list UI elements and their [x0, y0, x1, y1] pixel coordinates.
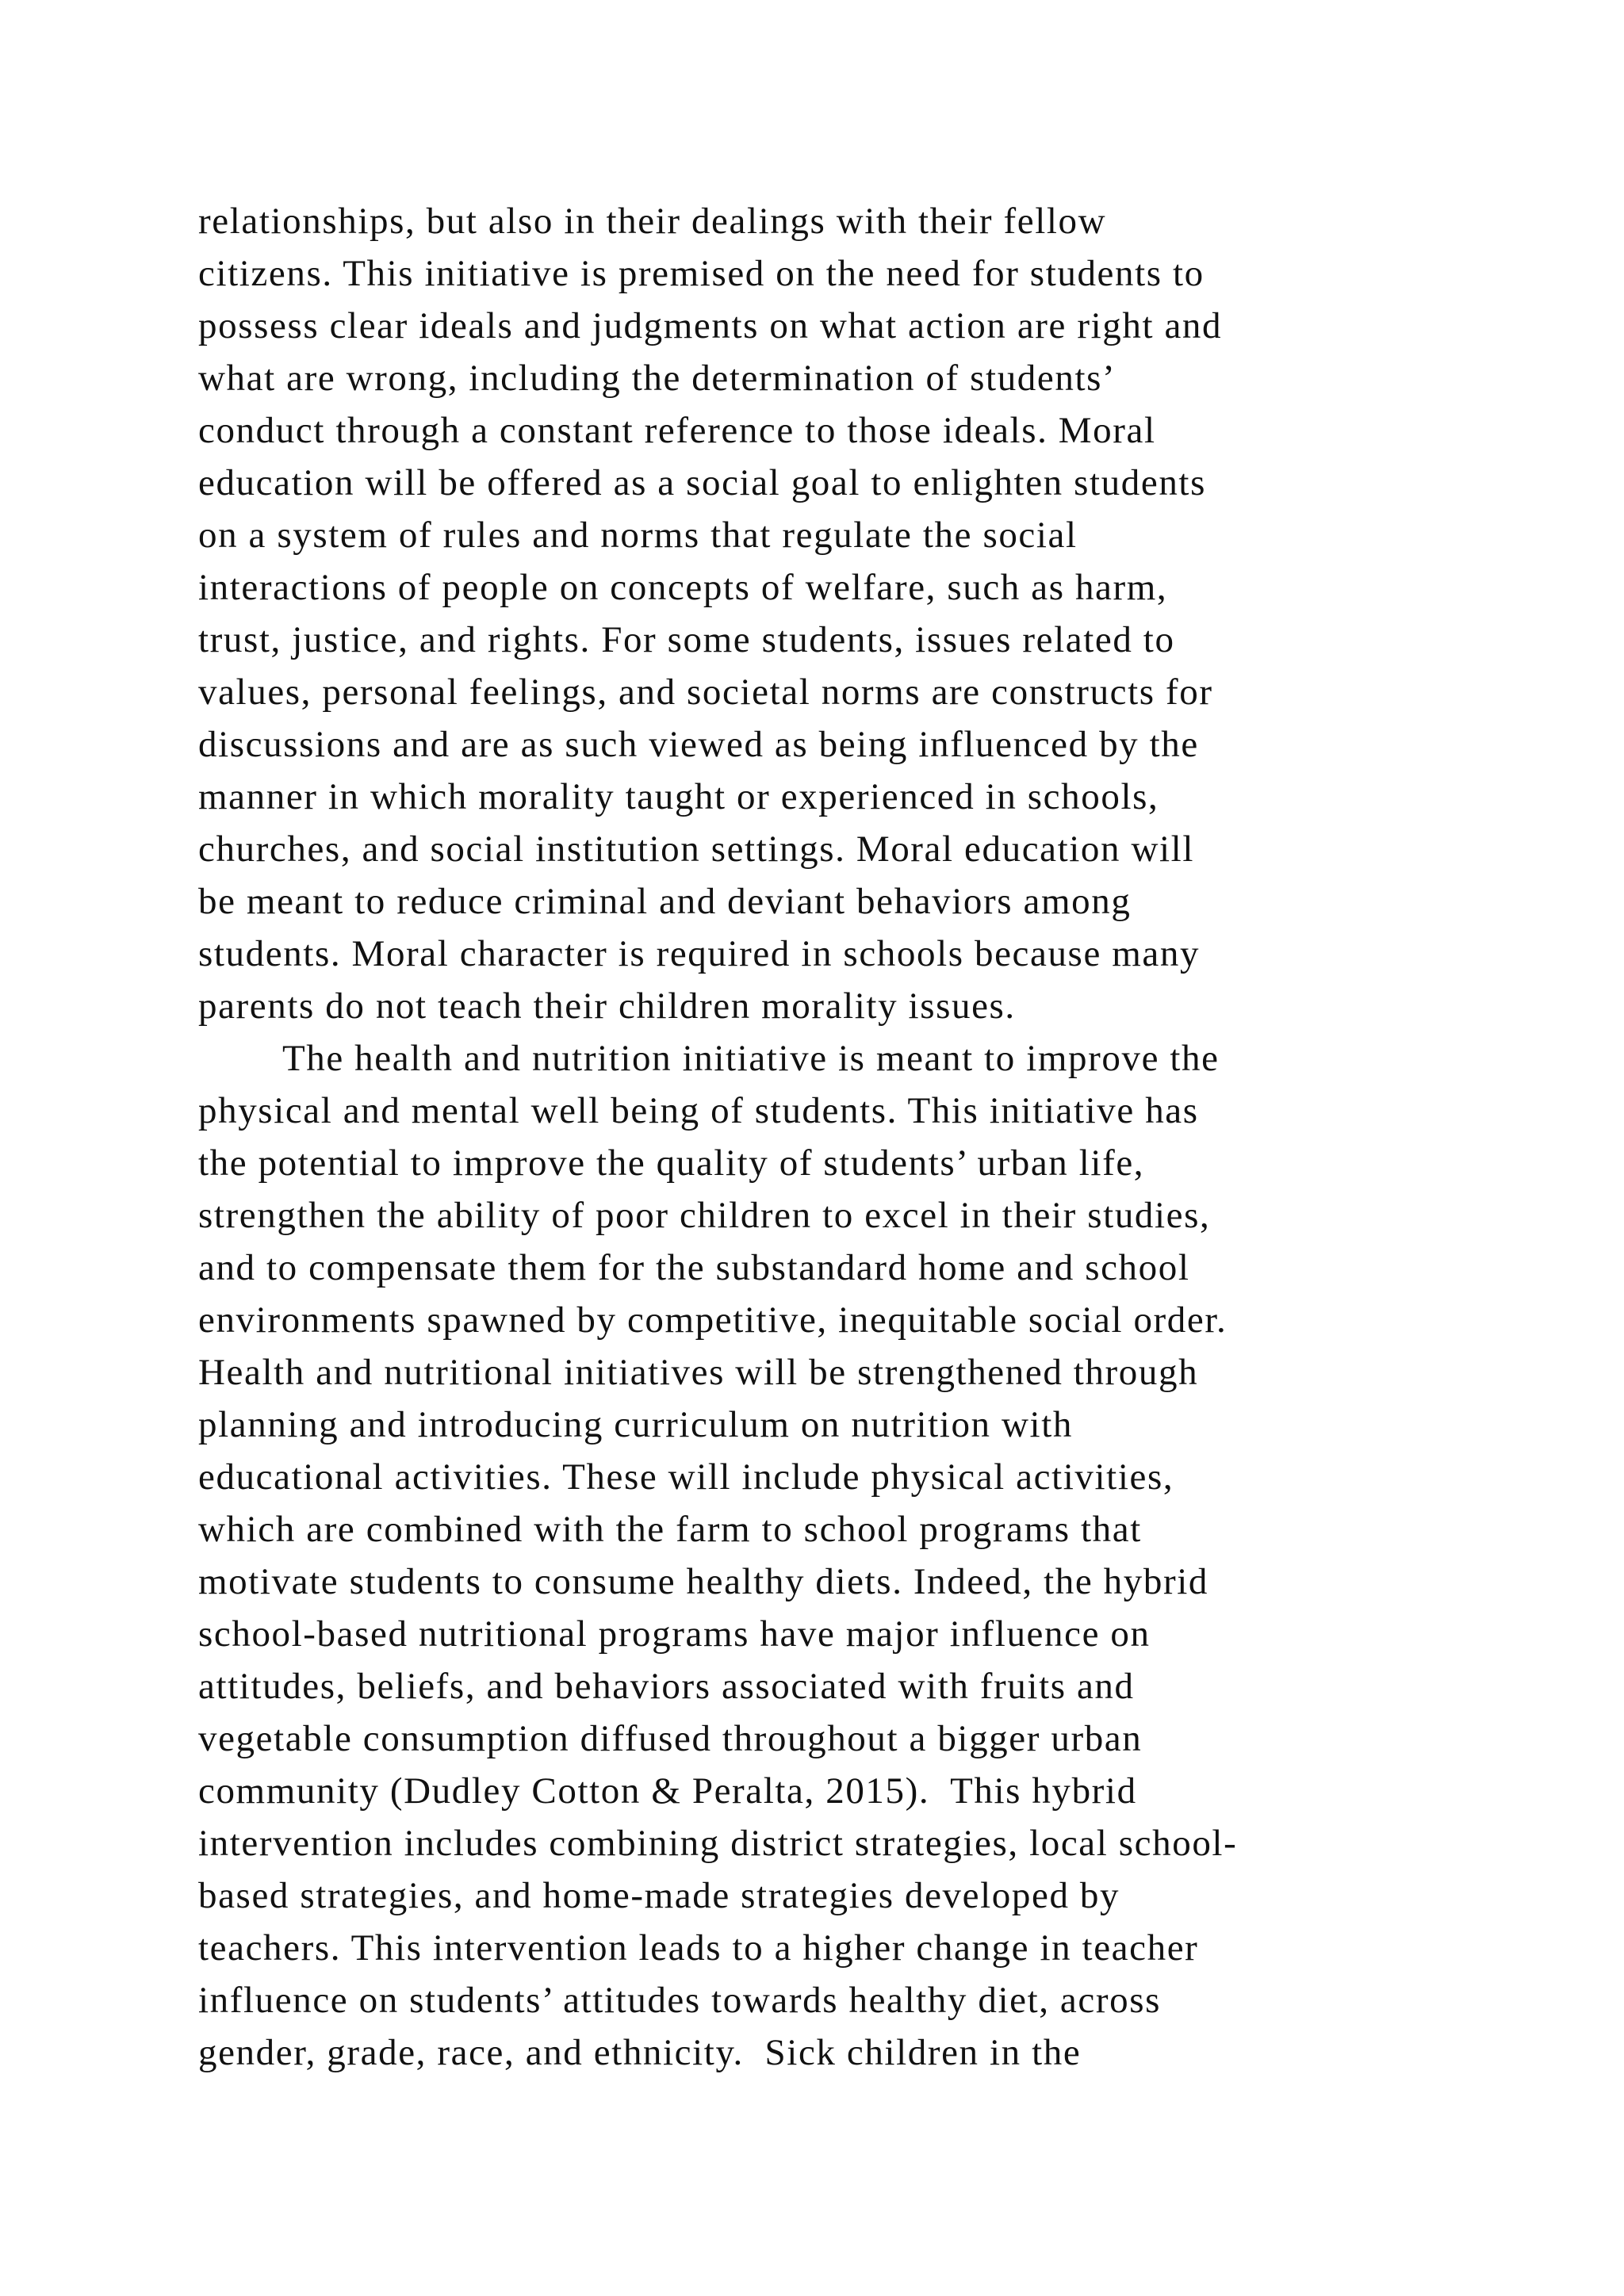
text-line: teachers. This intervention leads to a higher change in teacher — [198, 1927, 1199, 1969]
text-line: education will be offered as a social goal to enlighten students — [198, 462, 1206, 503]
text-line: on a system of rules and norms that regulate the social — [198, 515, 1078, 556]
text-line: students. Moral character is required in schools because many — [198, 933, 1201, 974]
text-line: parents do not teach their children morality issues. — [198, 985, 1016, 1027]
text-line: based strategies, and home-made strategies developed by — [198, 1875, 1120, 1916]
text-line: gender, grade, race, and ethnicity. Sick children in the — [198, 2032, 1082, 2073]
text-line: conduct through a constant reference to those ideals. Moral — [198, 410, 1156, 451]
text-line: relationships, but also in their dealings with their fellow — [198, 201, 1107, 242]
text-line: environments spawned by competitive, inequitable social order. — [198, 1299, 1228, 1341]
text-line: influence on students’ attitudes towards healthy diet, across — [198, 1980, 1161, 2021]
text-line: trust, justice, and rights. For some students, issues related to — [198, 619, 1175, 660]
text-line: which are combined with the farm to school programs that — [198, 1509, 1142, 1550]
text-line: motivate students to consume healthy diets. Indeed, the hybrid — [198, 1561, 1208, 1602]
text-line: planning and introducing curriculum on nutrition with — [198, 1404, 1073, 1445]
text-line: vegetable consumption diffused throughout a bigger urban — [198, 1718, 1143, 1759]
text-line: citizens. This initiative is premised on the need for students to — [198, 253, 1205, 294]
text-line: possess clear ideals and judgments on what action are right and — [198, 305, 1223, 346]
text-line: physical and mental well being of students. This initiative has — [198, 1090, 1199, 1131]
body-text — [198, 195, 1499, 2079]
paragraph-start-line: The health and nutrition initiative is meant to improve the — [198, 1038, 1220, 1079]
text-line: values, personal feelings, and societal norms are constructs for — [198, 672, 1213, 713]
text-line: what are wrong, including the determination of students’ — [198, 358, 1116, 399]
text-line: school-based nutritional programs have major influence on — [198, 1613, 1151, 1655]
text-line: strengthen the ability of poor children to excel in their studies, — [198, 1195, 1211, 1236]
text-line: attitudes, beliefs, and behaviors associated with fruits and — [198, 1666, 1135, 1707]
text-line: and to compensate them for the substandard home and school — [198, 1247, 1190, 1288]
text-line: manner in which morality taught or experienced in schools, — [198, 776, 1159, 817]
text-line: community (Dudley Cotton & Peralta, 2015). This hybrid — [198, 1770, 1137, 1812]
text-line: Health and nutritional initiatives will be strengthened through — [198, 1352, 1199, 1393]
text-line: be meant to reduce criminal and deviant behaviors among — [198, 881, 1132, 922]
text-line: churches, and social institution settings. Moral education will — [198, 828, 1194, 870]
text-line: interactions of people on concepts of welfare, such as harm, — [198, 567, 1168, 608]
text-line: educational activities. These will include physical activities, — [198, 1456, 1174, 1498]
text-line: the potential to improve the quality of students’ urban life, — [198, 1142, 1145, 1184]
text-line: intervention includes combining district strategies, local school- — [198, 1823, 1238, 1864]
text-line: discussions and are as such viewed as being influenced by the — [198, 724, 1199, 765]
